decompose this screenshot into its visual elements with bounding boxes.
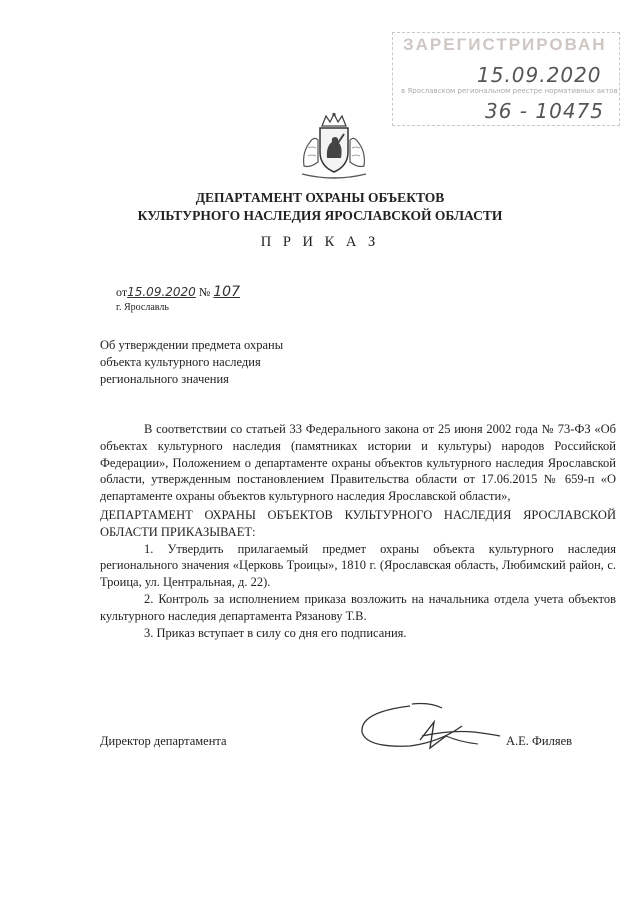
signatory-position: Директор департамента: [100, 734, 227, 748]
order-item-3: 3. Приказ вступает в силу со дня его подписания.: [144, 625, 407, 640]
stamp-title: ЗАРЕГИСТРИРОВАН: [403, 35, 607, 54]
preamble-paragraph: В соответствии со статьей 33 Федерального закона от 25 июня 2002 года № 73-ФЗ «Об объектах культурного наследия (памятниках истории и культуры) народов Российской Федерации», Положением о департаменте охраны объектов культурного наследия Ярославской области, утвержденным постановлением Правительства области от 17.06.2015 № 659-п «О департаменте охраны объектов культурного наследия Ярославской области»,: [100, 422, 616, 504]
city: г. Ярославль: [116, 302, 169, 313]
department-name-line-1: ДЕПАРТАМЕНТ ОХРАНЫ ОБЪЕКТОВ: [195, 190, 445, 205]
order-number: 107: [213, 284, 240, 300]
subject-line: регионального значения: [100, 372, 229, 386]
order-body: [100, 421, 616, 641]
stamp-number: 36 - 10475: [485, 99, 605, 123]
order-date-line: [116, 284, 240, 300]
signatory-name: А.Е. Филяев: [506, 734, 573, 748]
stamp-date: 15.09.2020: [477, 63, 602, 87]
coat-of-arms-icon: [296, 112, 372, 180]
from-label: от: [116, 285, 128, 299]
stamp-subtitle: в Ярославском региональном реестре нормативных актов: [401, 87, 618, 95]
number-label: №: [198, 285, 211, 299]
department-name-line-2: КУЛЬТУРНОГО НАСЛЕДИЯ ЯРОСЛАВСКОЙ ОБЛАСТИ: [137, 208, 503, 223]
order-item-1: 1. Утвердить прилагаемый предмет охраны объекта культурного наследия регионального значения «Церковь Троицы», 1810 г. (Ярославская область, Любимский район, с. Троица, ул. Центральная, д. 22).: [100, 541, 616, 590]
handwritten-signature: [350, 692, 520, 762]
subject-line: Об утверждении предмета охраны: [100, 338, 284, 352]
order-date: 15.09.2020: [127, 285, 196, 299]
order-item-2: 2. Контроль за исполнением приказа возложить на начальника отдела учета объектов культурного наследия департамента Рязанову Т.В.: [100, 591, 616, 623]
subject-line: объекта культурного наследия: [100, 355, 261, 369]
document-type: П Р И К А З: [260, 234, 380, 250]
order-subject: [100, 337, 283, 388]
decree-paragraph: ДЕПАРТАМЕНТ ОХРАНЫ ОБЪЕКТОВ КУЛЬТУРНОГО НАСЛЕДИЯ ЯРОСЛАВСКОЙ ОБЛАСТИ ПРИКАЗЫВАЕТ:: [100, 507, 616, 539]
registration-stamp: [392, 32, 620, 126]
